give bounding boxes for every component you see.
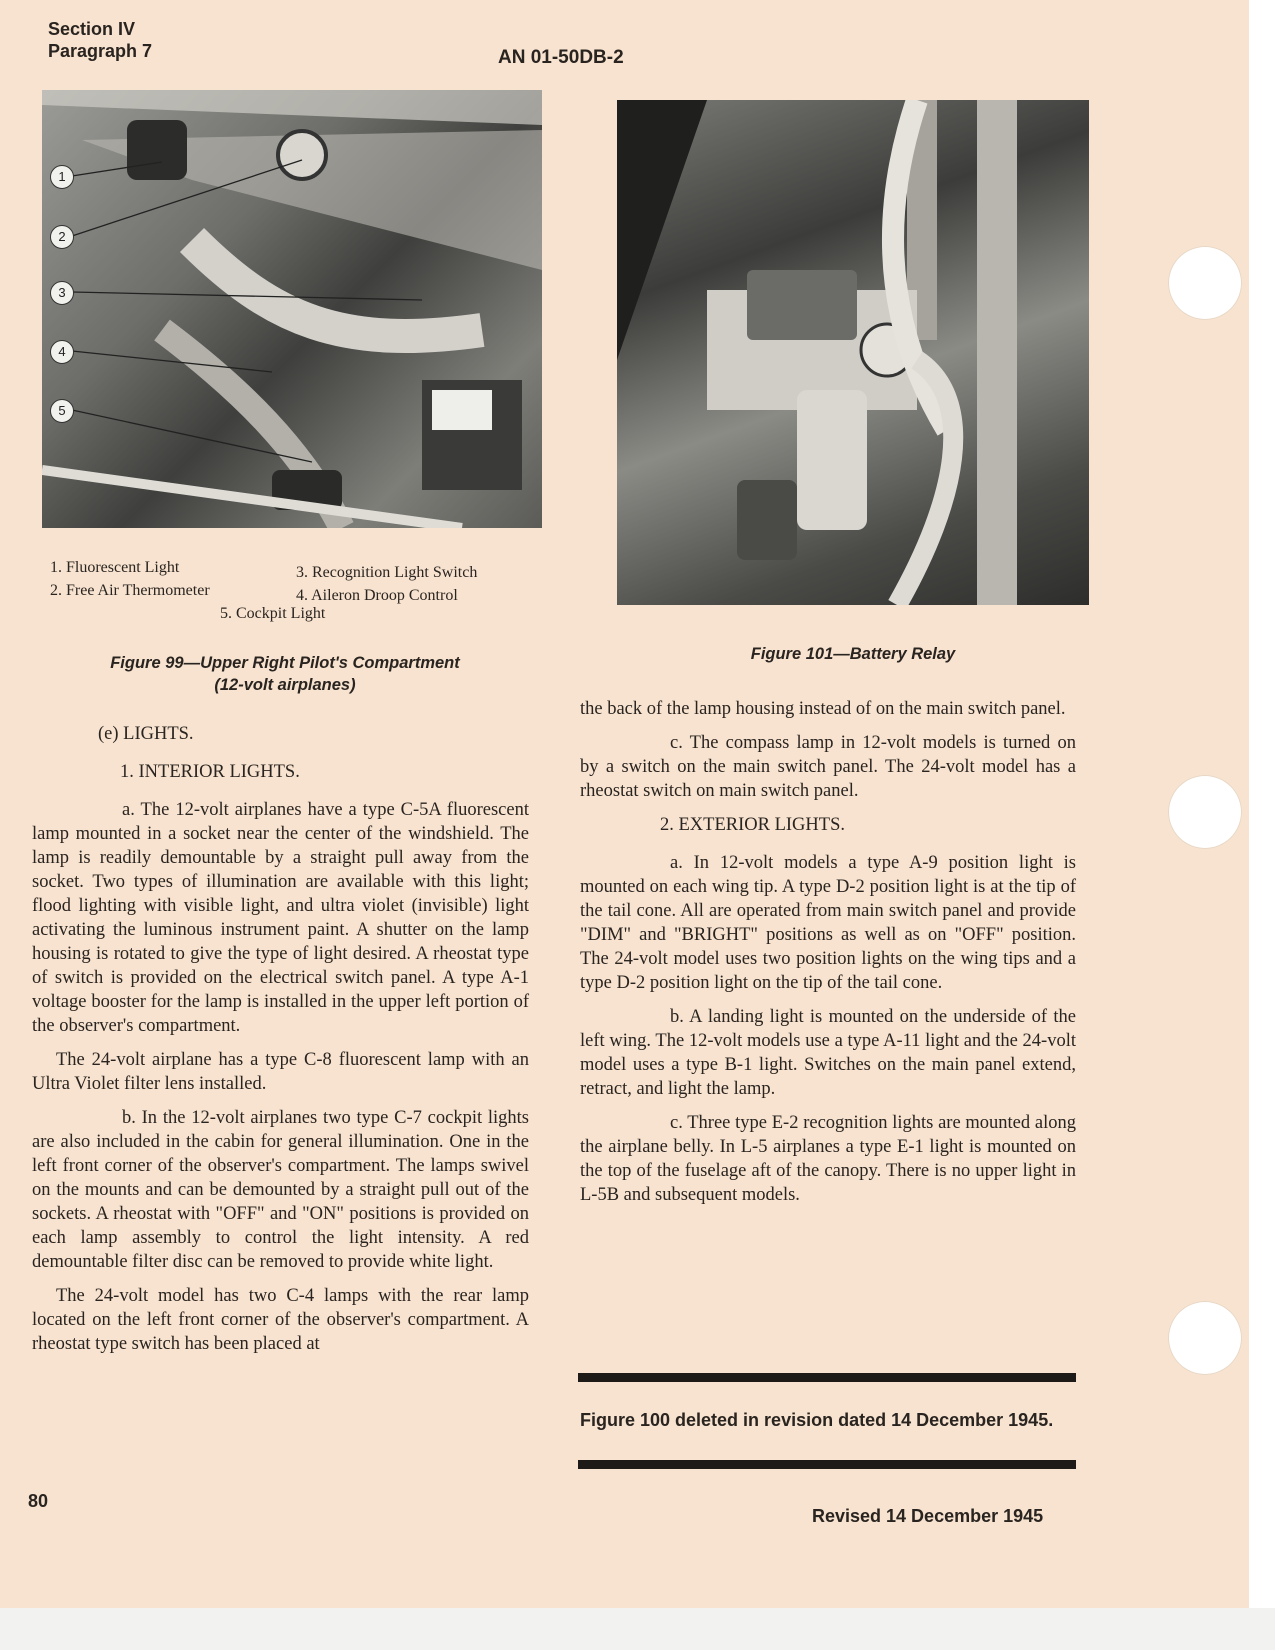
document-number: AN 01-50DB-2: [498, 47, 624, 68]
legend-item-3: 3. Recognition Light Switch: [296, 564, 478, 581]
figure-100-deleted-note: Figure 100 deleted in revision dated 14 December 1945.: [580, 1410, 1054, 1430]
paragraph-24volt-c4-lamps: The 24-volt model has two C-4 lamps with the rear lamp located on the left front corner of the observer's compartment. A rheostat type switch has been placed at: [32, 1286, 529, 1354]
paragraph-24volt-fluorescent: The 24-volt airplane has a type C-8 fluorescent lamp with an Ultra Violet filter lens installed.: [32, 1050, 529, 1094]
figure-101-photo: [617, 100, 1089, 605]
paragraph-exterior-c: c. Three type E-2 recognition lights are mounted along the airplane belly. In L-5 airplanes a type E-1 light is mounted on the top of the fuselage aft of the canopy. There is no upper light in L-5B and subsequent models.: [580, 1113, 1076, 1205]
figure-99-caption: [60, 652, 510, 696]
callout-4: 4: [50, 340, 74, 364]
legend-item-4: 4. Aileron Droop Control: [296, 587, 458, 604]
paragraph-label: Paragraph 7: [48, 41, 153, 61]
heading-exterior-lights: 2. EXTERIOR LIGHTS.: [660, 815, 845, 835]
binder-hole-middle: [1168, 775, 1242, 849]
callout-2: 2: [50, 225, 74, 249]
page-edge: [1249, 0, 1275, 1650]
figure-101-caption: Figure 101—Battery Relay: [750, 645, 956, 663]
scan-bottom-margin: [0, 1608, 1275, 1650]
figure-101-illustration: [617, 100, 1089, 605]
revision-date: Revised 14 December 1945: [812, 1506, 1044, 1526]
callout-1: 1: [50, 165, 74, 189]
paragraph-interior-a: a. The 12-volt airplanes have a type C-5A fluorescent lamp mounted in a socket near the center of the windshield. The lamp is readily demountable by a straight pull away from the socket. Two types of illumination are available with this light; flood lighting with visible light, and ultra violet (invisible) light activating the luminous instrument paint. A shutter on the lamp housing is rotated to give the type of light desired. A rheostat type of switch is provided on the electrical switch panel. A type A-1 voltage booster for the lamp is installed in the upper left portion of the observer's compartment.: [32, 800, 529, 1036]
paragraph-lamp-housing: the back of the lamp housing instead of on the main switch panel.: [580, 699, 1066, 719]
callout-3: 3: [50, 281, 74, 305]
legend-item-1: 1. Fluorescent Light: [50, 559, 180, 576]
callout-5: 5: [50, 399, 74, 423]
right-column: [580, 697, 1076, 1217]
divider-bottom: [578, 1460, 1076, 1469]
paragraph-interior-b: b. In the 12-volt airplanes two type C-7 cockpit lights are also included in the cabin for general illumination. One in the left front corner of the observer's compartment. The lamps swivel on the mounts and can be demounted by a straight pull out of the sockets. A rheostat with "OFF" and "ON" positions is provided on each lamp assembly to control the light intensity. A red demountable filter disc can be removed to provide white light.: [32, 1108, 529, 1272]
paragraph-exterior-a: a. In 12-volt models a type A-9 position light is mounted on each wing tip. A type D-2 position light is at the tip of the tail cone. All are operated from main switch panel and provide "DIM" and "BRIGHT" positions as well as on "OFF" position. The 24-volt model uses two position lights on the wing tips and a type D-2 position light on the tip of the tail cone.: [580, 853, 1076, 993]
paragraph-compass-lamp: c. The compass lamp in 12-volt models is turned on by a switch on the main switch panel. The 24-volt model has a rheostat switch on main switch panel.: [580, 733, 1076, 801]
section-header: [48, 18, 152, 62]
figure-99-illustration: [42, 90, 542, 528]
binder-hole-bottom: [1168, 1301, 1242, 1375]
divider-top: [578, 1373, 1076, 1382]
figure-99-caption-line2: (12-volt airplanes): [214, 676, 356, 694]
page-number: 80: [28, 1491, 49, 1511]
heading-interior-lights: 1. INTERIOR LIGHTS.: [120, 762, 300, 782]
left-column: [32, 722, 529, 1366]
figure-99-caption-line1: Figure 99—Upper Right Pilot's Compartment: [110, 654, 460, 672]
legend-item-5: 5. Cockpit Light: [220, 605, 326, 622]
section-label: Section IV: [48, 19, 136, 39]
paragraph-exterior-b: b. A landing light is mounted on the underside of the left wing. The 12-volt models use a type A-11 light and the 24-volt model uses a type B-1 light. Switches on the main panel extend, retract, and light the lamp.: [580, 1007, 1076, 1099]
legend-item-2: 2. Free Air Thermometer: [50, 582, 210, 599]
binder-hole-top: [1168, 246, 1242, 320]
figure-99-photo: [42, 90, 542, 528]
heading-lights: (e) LIGHTS.: [98, 724, 194, 744]
